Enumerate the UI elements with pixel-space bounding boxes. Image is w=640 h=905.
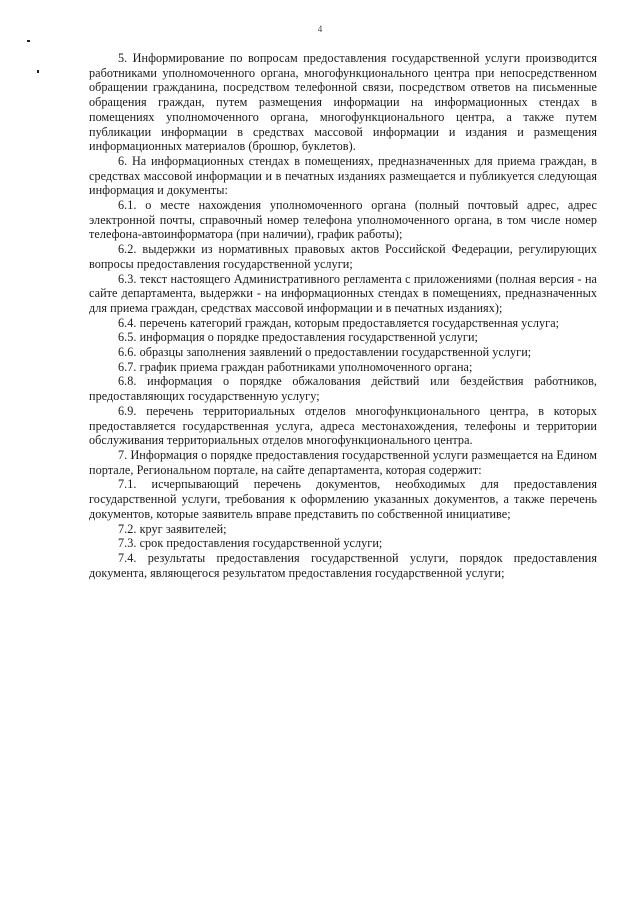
paragraph-5: 5. Информирование по вопросам предоставления государственной услуги производится работниками уполномоченного органа, многофункционального центра при непосредственном обращении гражданина, посредством телефонной связи, посредством ответов на письменные обращения граждан, путем размещения информации на информационных стендах в помещениях уполномоченного органа, многофункционального центра, а также путем публикации информации в средствах массовой информации и издания и размещения информационных материалов (брошюр, буклетов). bbox=[89, 51, 597, 154]
paragraph-7-1: 7.1. исчерпывающий перечень документов, необходимых для предоставления государственной услуги, требования к оформлению указанных документов, а также перечень документов, которые заявитель вправе представить по собственной инициативе; bbox=[89, 477, 597, 521]
paragraph-7-2: 7.2. круг заявителей; bbox=[118, 521, 227, 536]
paragraph-6-1: 6.1. о месте нахождения уполномоченного органа (полный почтовый адрес, адрес электронной почты, справочный номер телефона уполномоченного органа, в том числе номер телефона-автоинформатора (при наличии), график работы); bbox=[89, 198, 597, 242]
paragraph-6-6: 6.6. образцы заполнения заявлений о предоставлении государственной услуги; bbox=[118, 345, 532, 360]
paragraph-7-4: 7.4. результаты предоставления государственной услуги, порядок предоставления документа, являющегося результатом предоставления государственной услуги; bbox=[89, 550, 597, 580]
paragraph-6-9: 6.9. перечень территориальных отделов многофункционального центра, в которых предоставляется государственная услуга, адреса местонахождения, телефоны и территории обслуживания территориальных отделов многофункционального центра. bbox=[89, 403, 597, 448]
paragraph-7-3: 7.3. срок предоставления государственной услуги; bbox=[118, 536, 383, 551]
page-number: 4 bbox=[317, 24, 323, 34]
paragraph-6-3: 6.3. текст настоящего Административного регламента с приложениями (полная версия - на сайте департамента, выдержки - на информационных стендах в помещениях, предназначенных для приема граждан, средствах массовой информации и в печатных изданиях); bbox=[89, 271, 597, 315]
paragraph-6: 6. На информационных стендах в помещениях, предназначенных для приема граждан, в средствах массовой информации и в печатных изданиях размещается и публикуется следующая информация и документы: bbox=[89, 153, 597, 198]
paragraph-6-2: 6.2. выдержки из нормативных правовых актов Российской Федерации, регулирующих вопросы предоставления государственной услуги; bbox=[89, 242, 597, 271]
scan-mark-top bbox=[27, 40, 30, 42]
scan-mark-bottom bbox=[37, 70, 39, 73]
document-body bbox=[89, 51, 597, 580]
paragraph-6-8: 6.8. информация о порядке обжалования действий или бездействия работников, предоставляющих государственную услугу; bbox=[89, 374, 597, 404]
paragraph-6-5: 6.5. информация о порядке предоставления государственной услуги; bbox=[118, 330, 478, 345]
paragraph-6-7: 6.7. график приема граждан работниками уполномоченного органа; bbox=[118, 359, 473, 374]
paragraph-7: 7. Информация о порядке предоставления государственной услуги размещается на Едином портале, Региональном портале, на сайте департамента, которая содержит: bbox=[89, 447, 597, 477]
paragraph-6-4: 6.4. перечень категорий граждан, которым предоставляется государственная услуга; bbox=[118, 315, 560, 330]
